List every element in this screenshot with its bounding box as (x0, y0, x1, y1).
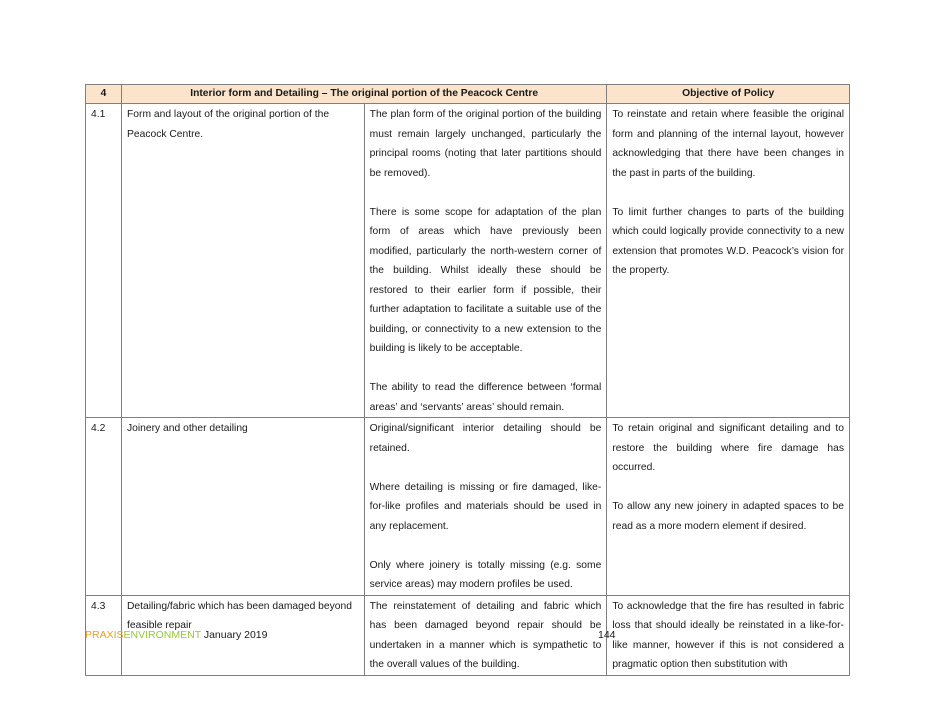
policy-cell (364, 418, 607, 596)
objective-cell (607, 104, 850, 418)
brand-praxis: PRAXIS (85, 629, 124, 641)
table-row (86, 418, 850, 596)
row-number: 4.1 (86, 104, 122, 418)
objective-paragraph: To limit further changes to parts of the building which could logically provide connectivity to a new extension that promotes W.D. Peacock’s vision for the property. (612, 206, 844, 276)
objective-paragraph: To reinstate and retain where feasible the original form and planning of the internal layout, however acknowledging that there have been changes in the past in parts of the building. (612, 109, 844, 179)
objective-paragraph: To acknowledge that the fire has resulted in fabric loss that should ideally be reinstated in a like-for-like manner, however if this is not considered a pragmatic option then substitution with (612, 600, 844, 670)
table-header-row (86, 85, 850, 104)
objective-paragraph: To retain original and significant detailing and to restore the building where fire damage has occurred. (612, 423, 844, 473)
row-number: 4.3 (86, 595, 122, 675)
row-topic: Joinery and other detailing (122, 418, 365, 596)
policy-paragraph: There is some scope for adaptation of the plan form of areas which have previously been modified, particularly the north-western corner of the building. Whilst ideally these should be restored to their earlier form if possible, their further adaptation to facilitate a suitable use of the building, or connectivity to a new extension to the building is likely to be acceptable. (369, 206, 602, 354)
policy-table (85, 84, 850, 676)
footer-brand (85, 629, 267, 641)
objective-header: Objective of Policy (607, 85, 850, 104)
objective-cell (607, 418, 850, 596)
footer-date: January 2019 (200, 629, 268, 641)
section-number: 4 (86, 85, 122, 104)
policy-cell (364, 104, 607, 418)
page-number: 144 (598, 629, 616, 641)
objective-paragraph: To allow any new joinery in adapted spaces to be read as a more modern element if desired. (612, 501, 844, 532)
row-number: 4.2 (86, 418, 122, 596)
row-topic: Detailing/fabric which has been damaged beyond feasible repair (122, 595, 365, 675)
objective-cell (607, 595, 850, 675)
table-row (86, 104, 850, 418)
row-topic: Form and layout of the original portion of the Peacock Centre. (122, 104, 365, 418)
policy-cell (364, 595, 607, 675)
section-title: Interior form and Detailing – The original portion of the Peacock Centre (122, 85, 607, 104)
policy-paragraph: The plan form of the original portion of the building must remain largely unchanged, particularly the principal rooms (noting that later partitions should be removed). (369, 109, 602, 179)
policy-paragraph: Original/significant interior detailing should be retained. (369, 423, 602, 454)
policy-paragraph: Only where joinery is totally missing (e.g. some service areas) may modern profiles be used. (369, 559, 602, 590)
brand-environment: ENVIRONMENT (123, 629, 201, 641)
policy-paragraph: Where detailing is missing or fire damaged, like-for-like profiles and materials should be used in any replacement. (369, 481, 602, 532)
policy-paragraph: The reinstatement of detailing and fabric which has been damaged beyond repair should be undertaken in a manner which is sympathetic to the overall values of the building. (369, 600, 602, 670)
policy-paragraph: The ability to read the difference between ‘formal areas’ and ‘servants’ areas’ should remain. (369, 382, 602, 413)
